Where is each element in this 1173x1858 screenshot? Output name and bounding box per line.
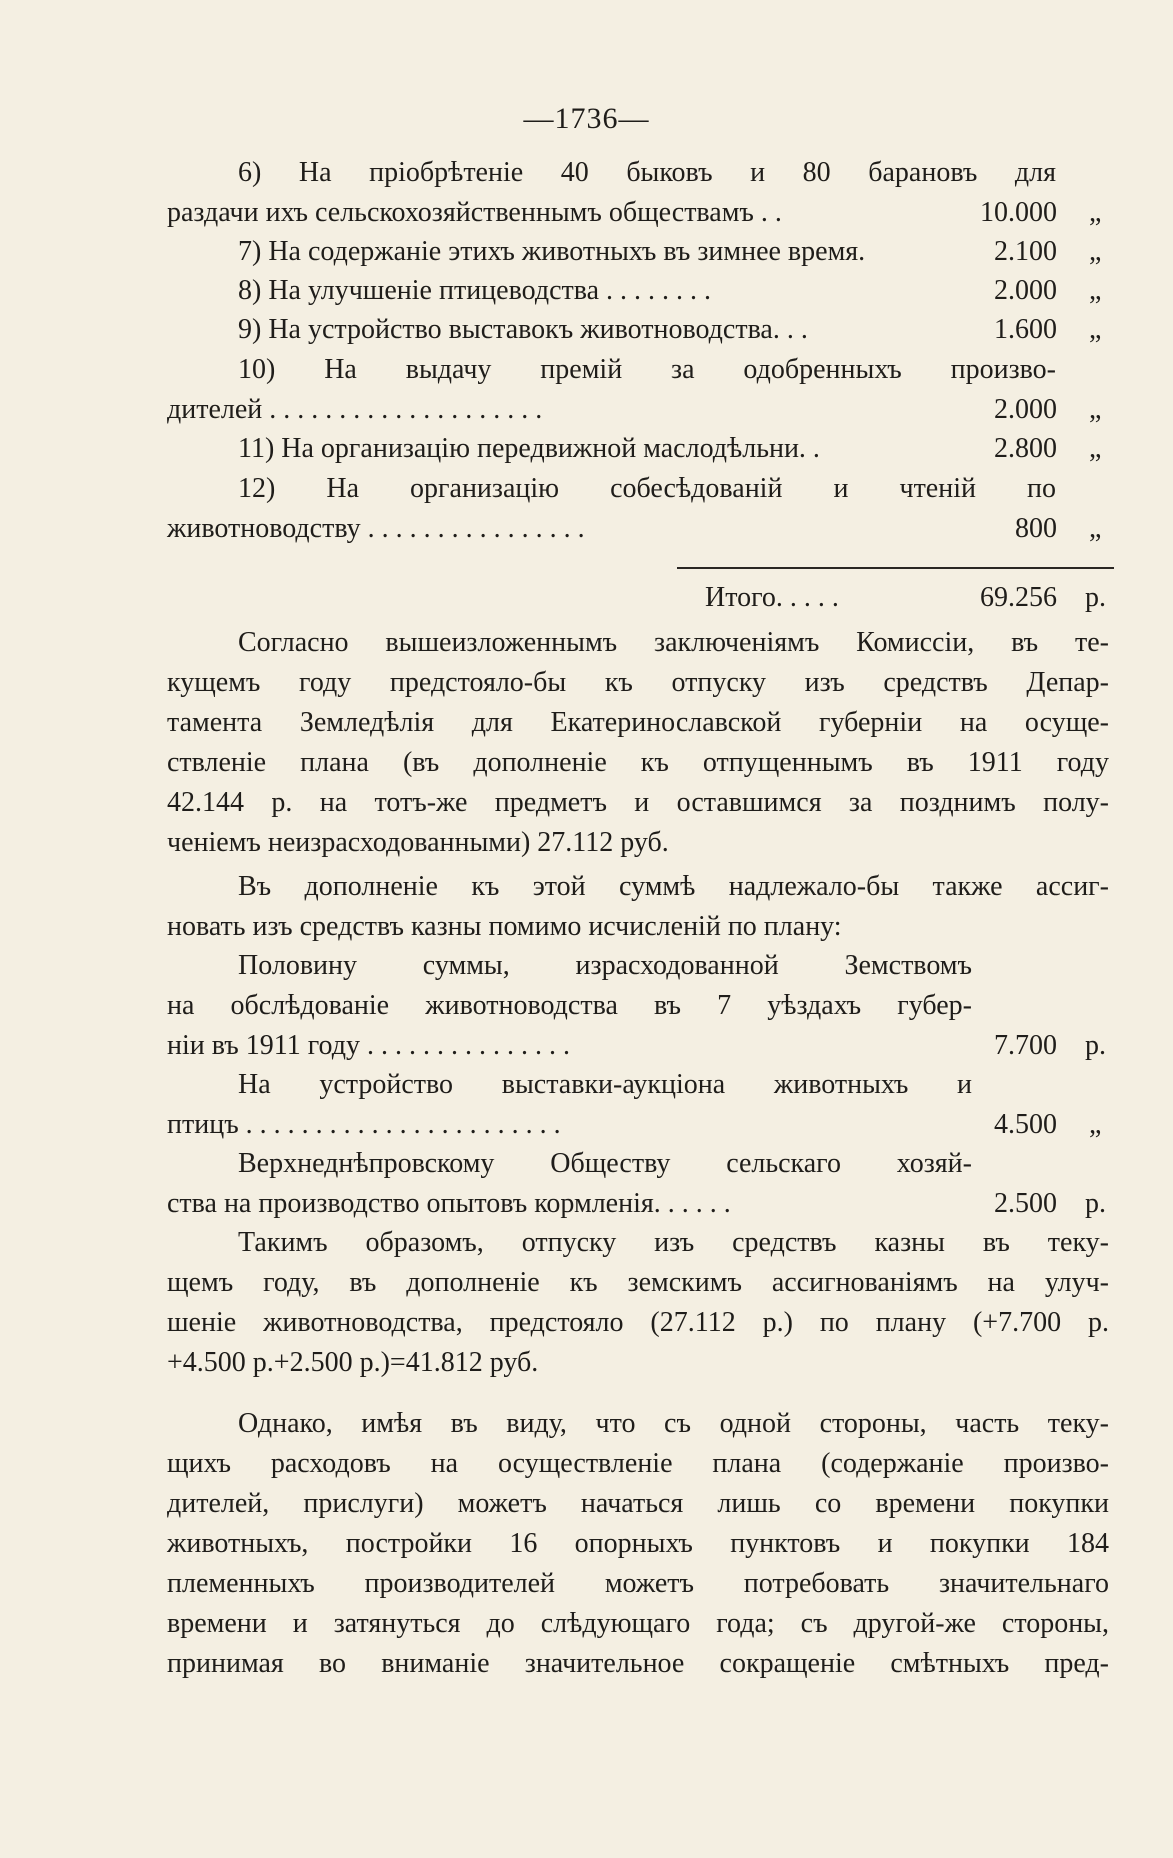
extra-unit: р. <box>1085 1188 1106 1219</box>
para4-line: дителей, прислуги) можетъ начаться лишь со времени покупки <box>167 1488 1109 1519</box>
item-6-line2 <box>167 193 1109 233</box>
extra-text: ства на производство опытовъ кормленія. . . . . . <box>167 1188 731 1219</box>
para4-line: времени и затянуться до слѣдующаго года; съ другой-же стороны, <box>167 1608 1109 1639</box>
total-amount: 69.256 <box>980 582 1057 613</box>
extra-1-last <box>167 1026 1109 1066</box>
para3-line: +4.500 р.+2.500 р.)=41.812 руб. <box>167 1347 539 1378</box>
item-text: дителей . . . . . . . . . . . . . . . . . . . . <box>167 394 543 425</box>
item-6-line1 <box>167 153 1109 193</box>
item-text: животноводству . . . . . . . . . . . . . . . . <box>167 513 585 544</box>
item-text: 8) На улучшеніе птицеводства . . . . . . . . <box>238 275 712 306</box>
para1-line: 42.144 р. на тотъ-же предметъ и оставшимся за позднимъ полу- <box>167 787 1109 818</box>
total-label: Итого. . . . . <box>705 582 839 613</box>
extra-unit: р. <box>1085 1030 1106 1061</box>
item-amount: 10.000 <box>980 197 1057 228</box>
item-12-line2 <box>167 509 1109 549</box>
item-7 <box>167 232 1109 272</box>
extra-amount: 7.700 <box>994 1030 1057 1061</box>
item-text: 10) На выдачу премій за одобренныхъ произво- <box>238 354 1056 385</box>
extra-1-line: на обслѣдованіе животноводства въ 7 уѣздахъ губер- <box>167 990 972 1021</box>
item-text: раздачи ихъ сельскохозяйственнымъ обществамъ . . <box>167 197 782 228</box>
item-unit: „ <box>1089 513 1102 544</box>
item-text: 12) На организацію собесѣдованій и чтеній по <box>238 473 1056 504</box>
item-unit: „ <box>1089 314 1102 345</box>
para4-line: Однако, имѣя въ виду, что съ одной стороны, часть теку- <box>238 1408 1109 1439</box>
item-text: 7) На содержаніе этихъ животныхъ въ зимнее время. <box>238 236 866 267</box>
extra-amount: 2.500 <box>994 1188 1057 1219</box>
item-text: 6) На пріобрѣтеніе 40 быковъ и 80 барановъ для <box>238 157 1056 188</box>
item-amount: 800 <box>1015 513 1057 544</box>
para2-line: Въ дополненіе къ этой суммѣ надлежало-бы также ассиг- <box>238 871 1109 902</box>
extra-3-line: Верхнеднѣпровскому Обществу сельскаго хозяй- <box>238 1148 972 1179</box>
item-amount: 2.000 <box>994 275 1057 306</box>
extra-2-last <box>167 1105 1109 1145</box>
item-amount: 1.600 <box>994 314 1057 345</box>
page-number: —1736— <box>523 102 650 135</box>
extra-text: ніи въ 1911 году . . . . . . . . . . . . . . . <box>167 1030 570 1061</box>
item-text: 9) На устройство выставокъ животноводства. . . <box>238 314 808 345</box>
extra-text: птицъ . . . . . . . . . . . . . . . . . . . . . . . <box>167 1109 561 1140</box>
para3-line: шеніе животноводства, предстояло (27.112 р.) по плану (+7.700 р. <box>167 1307 1109 1338</box>
item-unit: „ <box>1089 394 1102 425</box>
para4-line: щихъ расходовъ на осуществленіе плана (содержаніе произво- <box>167 1448 1109 1479</box>
item-unit: „ <box>1089 236 1102 267</box>
item-amount: 2.800 <box>994 433 1057 464</box>
para1-line: кущемъ году предстояло-бы къ отпуску изъ средствъ Депар- <box>167 667 1109 698</box>
item-8 <box>167 271 1109 311</box>
item-10-line1 <box>167 350 1109 390</box>
total-line <box>167 578 1109 618</box>
item-amount: 2.000 <box>994 394 1057 425</box>
para4-line: принимая во вниманіе значительное сокращеніе смѣтныхъ пред- <box>167 1648 1109 1679</box>
extra-1-line: Половину суммы, израсходованной Земствомъ <box>238 950 972 981</box>
total-rule <box>677 567 1114 569</box>
extra-unit: „ <box>1089 1109 1102 1140</box>
para3-line: щемъ году, въ дополненіе къ земскимъ ассигнованіямъ на улуч- <box>167 1267 1109 1298</box>
item-12-line1 <box>167 469 1109 509</box>
item-11 <box>167 429 1109 469</box>
item-10-line2 <box>167 390 1109 430</box>
para1-line: ствленіе плана (въ дополненіе къ отпущеннымъ въ 1911 году <box>167 747 1109 778</box>
item-unit: „ <box>1089 275 1102 306</box>
extra-3-last <box>167 1184 1109 1224</box>
para1-line: Согласно вышеизложеннымъ заключеніямъ Комиссіи, въ те- <box>238 627 1109 658</box>
para4-line: племенныхъ производителей можетъ потребовать значительнаго <box>167 1568 1109 1599</box>
item-9 <box>167 310 1109 350</box>
para4-line: животныхъ, постройки 16 опорныхъ пунктовъ и покупки 184 <box>167 1528 1109 1559</box>
para1-line: тамента Земледѣлія для Екатеринославской губерніи на осуще- <box>167 707 1109 738</box>
para2-line: новать изъ средствъ казны помимо исчисленій по плану: <box>167 911 842 942</box>
item-amount: 2.100 <box>994 236 1057 267</box>
extra-2-line: На устройство выставки-аукціона животныхъ и <box>238 1069 972 1100</box>
item-unit: „ <box>1089 197 1102 228</box>
para3-line: Такимъ образомъ, отпуску изъ средствъ казны въ теку- <box>238 1227 1109 1258</box>
item-text: 11) На организацію передвижной маслодѣльни. . <box>238 433 820 464</box>
total-unit: р. <box>1085 582 1106 613</box>
para1-line: ченіемъ неизрасходованными) 27.112 руб. <box>167 827 669 858</box>
extra-amount: 4.500 <box>994 1109 1057 1140</box>
item-unit: „ <box>1089 433 1102 464</box>
